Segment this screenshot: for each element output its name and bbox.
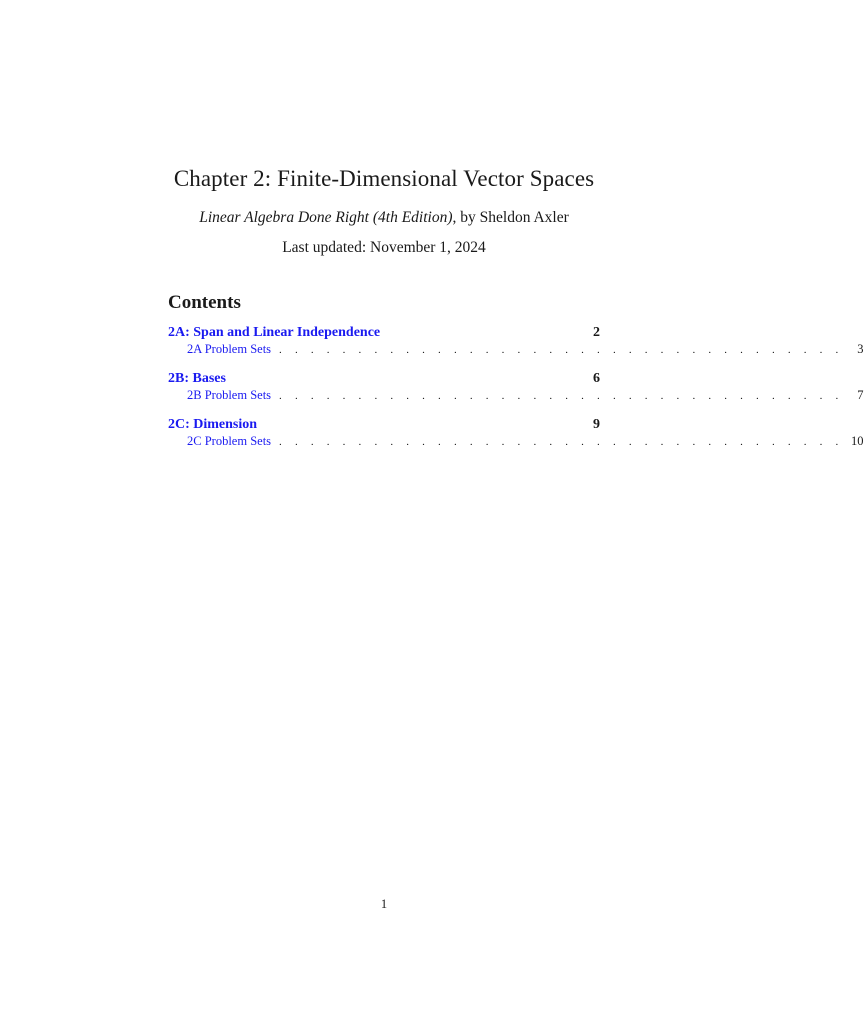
toc-section-2b xyxy=(168,370,864,404)
toc-page-number: 9 xyxy=(593,417,600,432)
book-author: , by Sheldon Axler xyxy=(452,209,569,226)
page-number: 1 xyxy=(380,897,388,911)
toc-entry[interactable] xyxy=(168,324,600,342)
toc-dot-leader: . . . . . . . . . . . . . . . . . . . . . . . . . . . . . . . . . . . . xyxy=(279,436,844,448)
toc-dot-leader: . . . . . . . . . . . . . . . . . . . . . . . . . . . . . . . . . . . . xyxy=(279,344,844,356)
chapter-title: Chapter 2: Finite-Dimensional Vector Spaces xyxy=(173,166,595,191)
toc-entry[interactable] xyxy=(168,370,600,388)
toc-section-2c xyxy=(168,416,864,450)
toc-subsection-link[interactable]: 2C Problem Sets xyxy=(187,434,272,448)
toc-section-link[interactable]: 2C: Dimension xyxy=(168,417,258,432)
toc-page-number: 6 xyxy=(593,371,600,386)
toc-subentry[interactable] xyxy=(168,434,864,450)
toc-page-number: 3 xyxy=(857,342,864,356)
toc-subentry[interactable] xyxy=(168,342,864,358)
toc-page-number: 7 xyxy=(857,388,864,402)
toc-entry[interactable] xyxy=(168,416,600,434)
book-title: Linear Algebra Done Right (4th Edition) xyxy=(199,209,453,226)
toc-section-2a xyxy=(168,324,864,358)
toc-subsection-link[interactable]: 2B Problem Sets xyxy=(187,388,272,402)
toc-dot-leader: . . . . . . . . . . . . . . . . . . . . . . . . . . . . . . . . . . . . xyxy=(279,390,844,402)
toc-page-number: 2 xyxy=(593,325,600,340)
table-of-contents xyxy=(168,324,864,462)
contents-heading: Contents xyxy=(168,292,241,313)
toc-section-link[interactable]: 2B: Bases xyxy=(168,371,226,386)
toc-subsection-link[interactable]: 2A Problem Sets xyxy=(187,342,272,356)
toc-subentry[interactable] xyxy=(168,388,864,404)
toc-page-number: 10 xyxy=(851,434,864,448)
book-subtitle xyxy=(0,209,768,227)
toc-section-link[interactable]: 2A: Span and Linear Independence xyxy=(168,325,381,340)
last-updated: Last updated: November 1, 2024 xyxy=(282,239,486,256)
